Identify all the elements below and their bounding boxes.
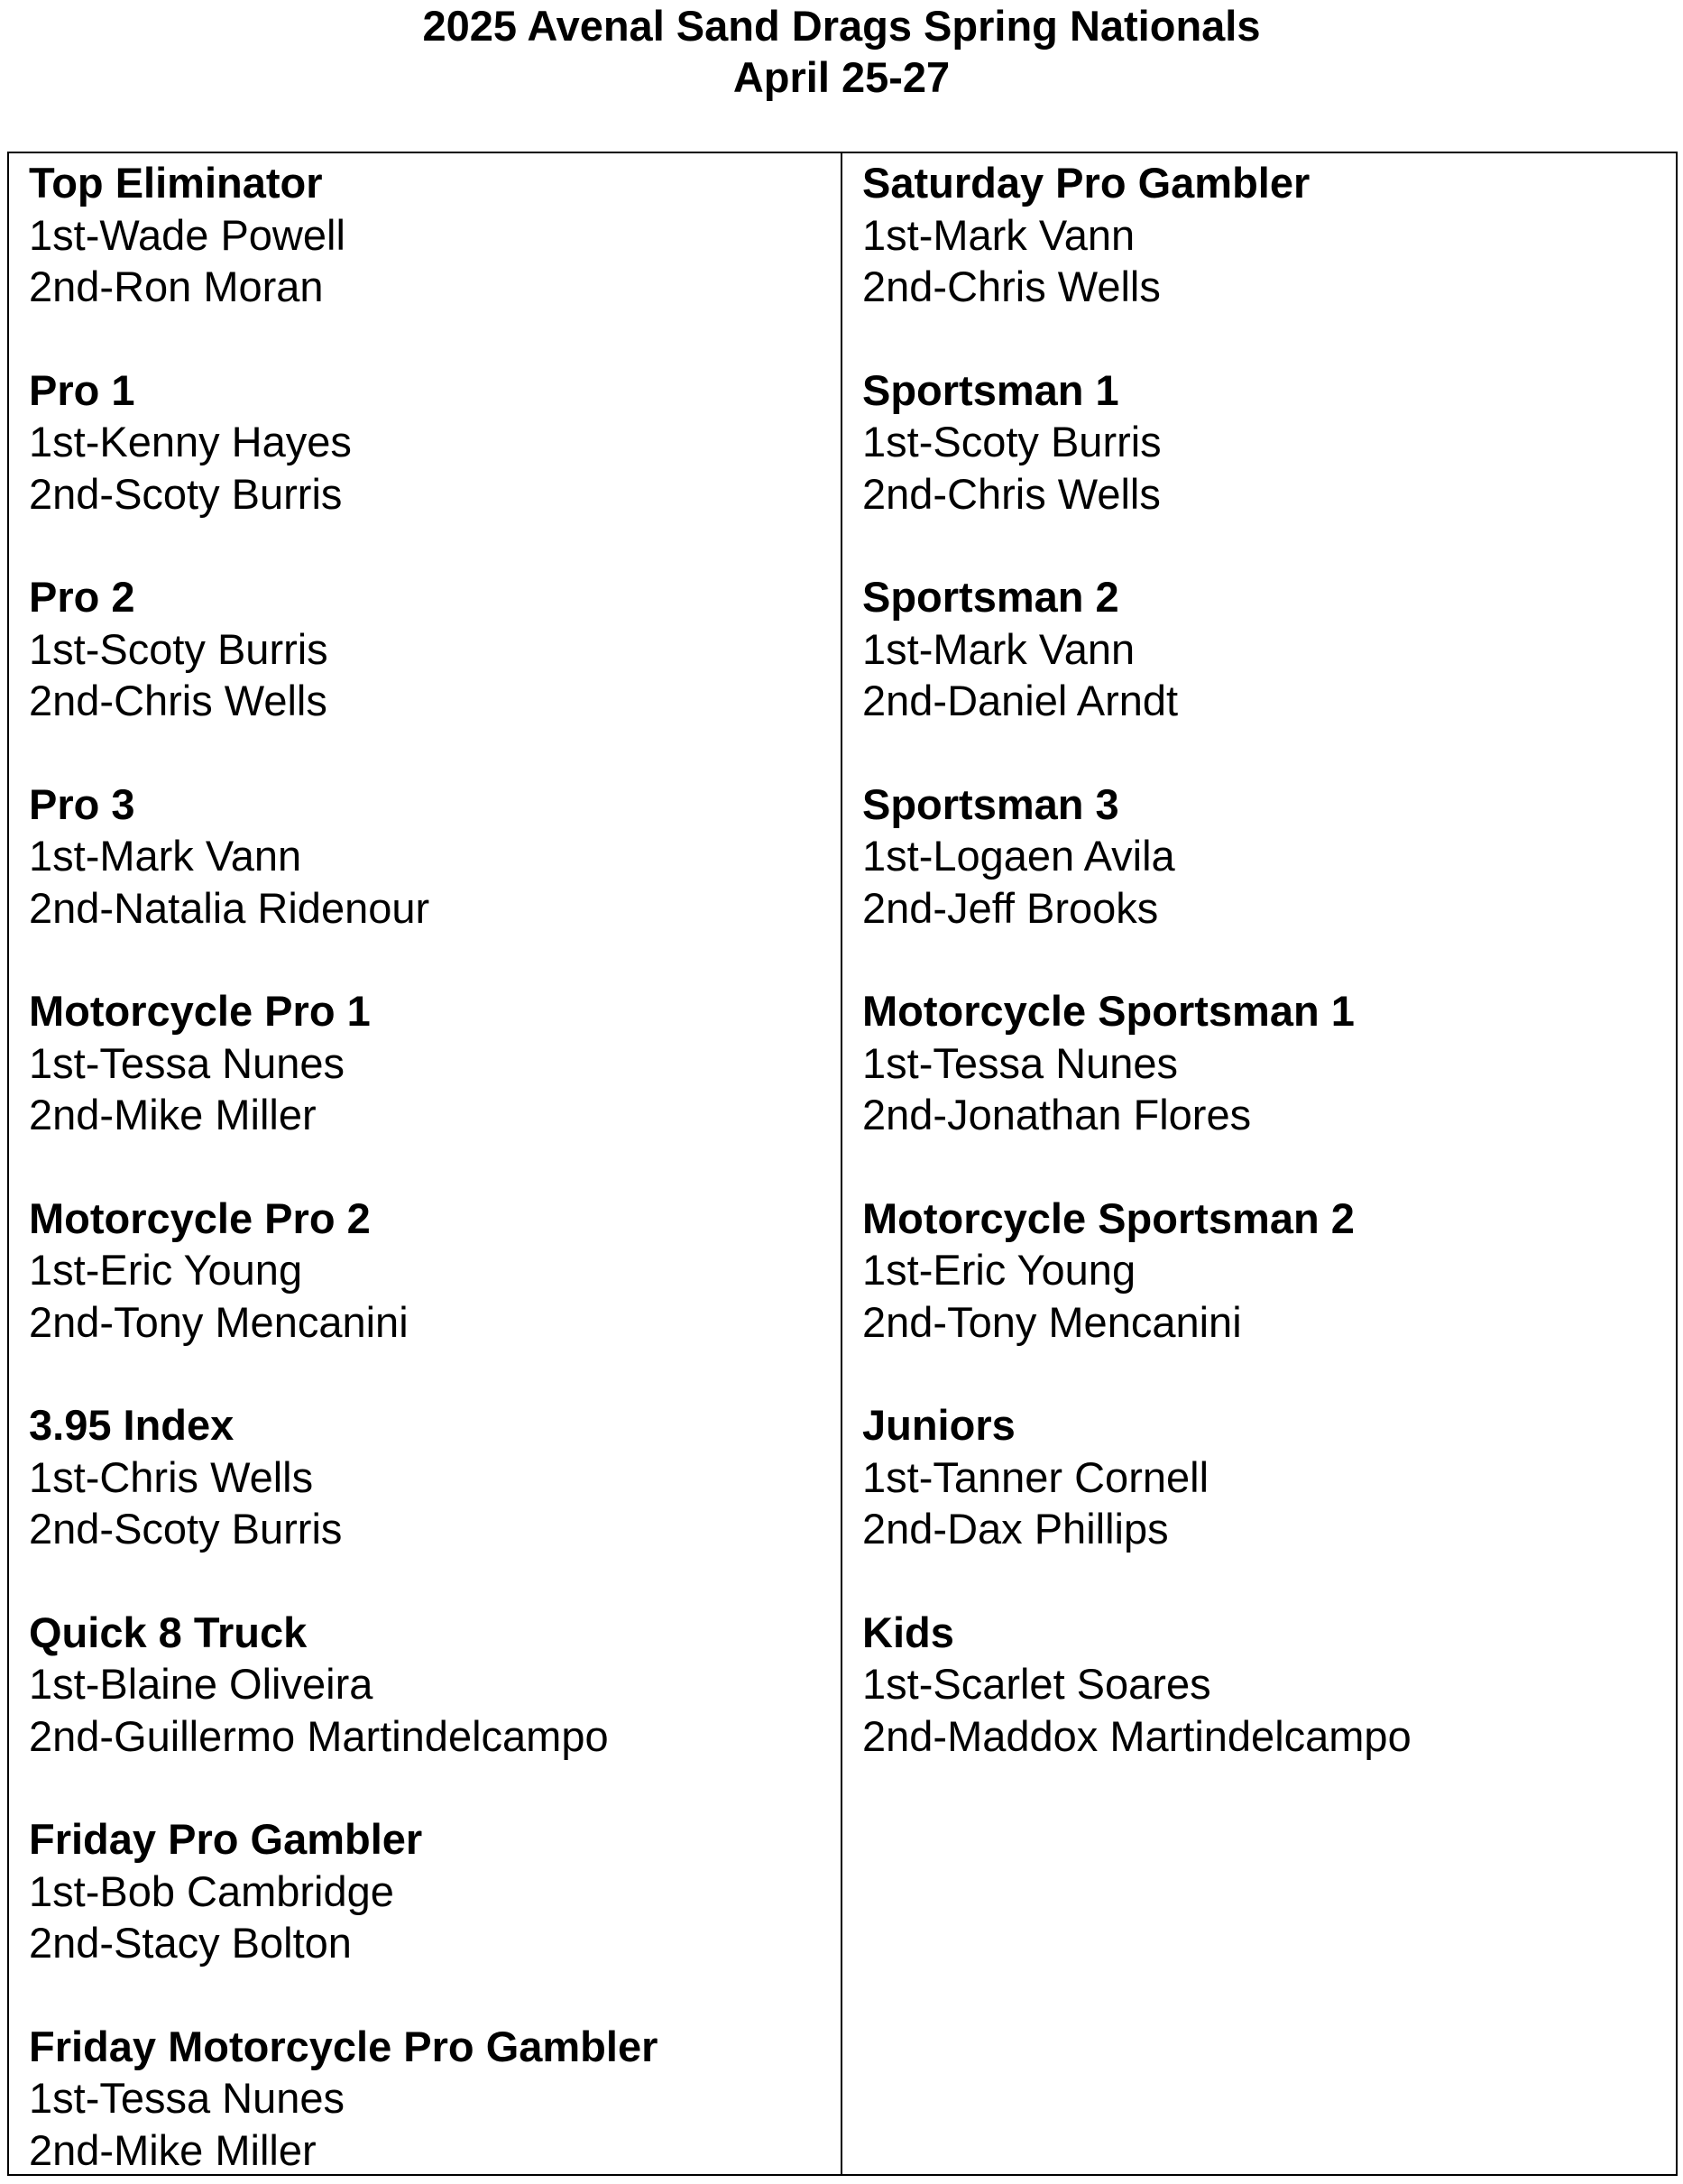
- second-place: 2nd-Ron Moran: [29, 263, 324, 310]
- event-block: [29, 1193, 841, 1349]
- event-block: [862, 1399, 1676, 1555]
- event-block: [29, 571, 841, 727]
- second-place: 2nd-Stacy Bolton: [29, 1919, 352, 1967]
- event-name: Pro 3: [29, 779, 135, 828]
- first-place: 1st-Tanner Cornell: [862, 1452, 1209, 1501]
- event-name: Motorcycle Sportsman 2: [862, 1193, 1355, 1242]
- second-place: 2nd-Chris Wells: [862, 263, 1161, 310]
- first-place: 1st-Tessa Nunes: [29, 1038, 345, 1087]
- second-place: 2nd-Jonathan Flores: [862, 1091, 1252, 1138]
- event-block: [29, 1607, 841, 1763]
- second-place: 2nd-Guillermo Martindelcampo: [29, 1711, 609, 1760]
- event-name: Motorcycle Pro 1: [29, 987, 371, 1035]
- first-place: 1st-Eric Young: [29, 1246, 303, 1294]
- second-place: 2nd-Tony Mencanini: [862, 1297, 1242, 1346]
- results-column-left: [9, 153, 842, 2174]
- second-place: 2nd-Natalia Ridenour: [29, 883, 430, 932]
- event-name: Motorcycle Sportsman 1: [862, 987, 1355, 1035]
- event-name: Saturday Pro Gambler: [862, 159, 1311, 207]
- event-block: [862, 985, 1676, 1141]
- second-place: 2nd-Daniel Arndt: [862, 677, 1179, 724]
- event-name: Pro 1: [29, 365, 135, 414]
- event-block: [862, 157, 1676, 313]
- event-name: Sportsman 1: [862, 365, 1119, 414]
- second-place: 2nd-Mike Miller: [29, 1091, 317, 1138]
- second-place: 2nd-Mike Miller: [29, 2125, 317, 2174]
- event-block: [29, 1813, 841, 1969]
- event-block: [862, 571, 1676, 727]
- first-place: 1st-Tessa Nunes: [29, 2074, 345, 2122]
- first-place: 1st-Eric Young: [862, 1246, 1136, 1294]
- event-block: [29, 157, 841, 313]
- event-name: Sportsman 3: [862, 779, 1119, 828]
- first-place: 1st-Mark Vann: [862, 624, 1136, 673]
- results-column-right: [842, 153, 1676, 2174]
- first-place: 1st-Bob Cambridge: [29, 1866, 394, 1915]
- event-block: [862, 364, 1676, 521]
- second-place: 2nd-Jeff Brooks: [862, 883, 1159, 932]
- event-block: [29, 985, 841, 1141]
- first-place: 1st-Scoty Burris: [29, 624, 328, 673]
- event-block: [862, 779, 1676, 935]
- first-place: 1st-Scarlet Soares: [862, 1660, 1211, 1708]
- first-place: 1st-Chris Wells: [29, 1452, 314, 1501]
- page-header: [0, 0, 1683, 103]
- results-table: [7, 152, 1678, 2176]
- event-block: [29, 1399, 841, 1555]
- second-place: 2nd-Chris Wells: [862, 469, 1161, 518]
- second-place: 2nd-Scoty Burris: [29, 469, 343, 518]
- second-place: 2nd-Maddox Martindelcampo: [862, 1711, 1412, 1760]
- first-place: 1st-Mark Vann: [862, 210, 1136, 259]
- second-place: 2nd-Tony Mencanini: [29, 1297, 409, 1346]
- event-name: 3.95 Index: [29, 1401, 235, 1449]
- second-place: 2nd-Scoty Burris: [29, 1505, 343, 1553]
- event-name: Top Eliminator: [29, 159, 323, 207]
- event-name: Quick 8 Truck: [29, 1608, 308, 1656]
- first-place: 1st-Logaen Avila: [862, 832, 1175, 880]
- first-place: 1st-Tessa Nunes: [862, 1038, 1179, 1087]
- first-place: 1st-Scoty Burris: [862, 418, 1162, 465]
- first-place: 1st-Blaine Oliveira: [29, 1660, 373, 1708]
- event-name: Motorcycle Pro 2: [29, 1193, 371, 1242]
- event-name: Friday Motorcycle Pro Gambler: [29, 2022, 658, 2070]
- event-name: Sportsman 2: [862, 573, 1119, 621]
- event-block: [29, 364, 841, 521]
- event-block: [29, 2021, 841, 2175]
- second-place: 2nd-Dax Phillips: [862, 1505, 1169, 1553]
- first-place: 1st-Kenny Hayes: [29, 418, 352, 465]
- event-block: [29, 779, 841, 935]
- event-name: Friday Pro Gambler: [29, 1815, 423, 1863]
- event-name: Kids: [862, 1608, 954, 1656]
- event-block: [862, 1607, 1676, 1763]
- first-place: 1st-Mark Vann: [29, 832, 302, 880]
- first-place: 1st-Wade Powell: [29, 210, 345, 259]
- second-place: 2nd-Chris Wells: [29, 677, 327, 724]
- page-title: 2025 Avenal Sand Drags Spring Nationals: [422, 2, 1261, 50]
- event-name: Pro 2: [29, 573, 135, 621]
- event-name: Juniors: [862, 1401, 1016, 1449]
- event-dates: April 25-27: [732, 53, 951, 101]
- event-block: [862, 1193, 1676, 1349]
